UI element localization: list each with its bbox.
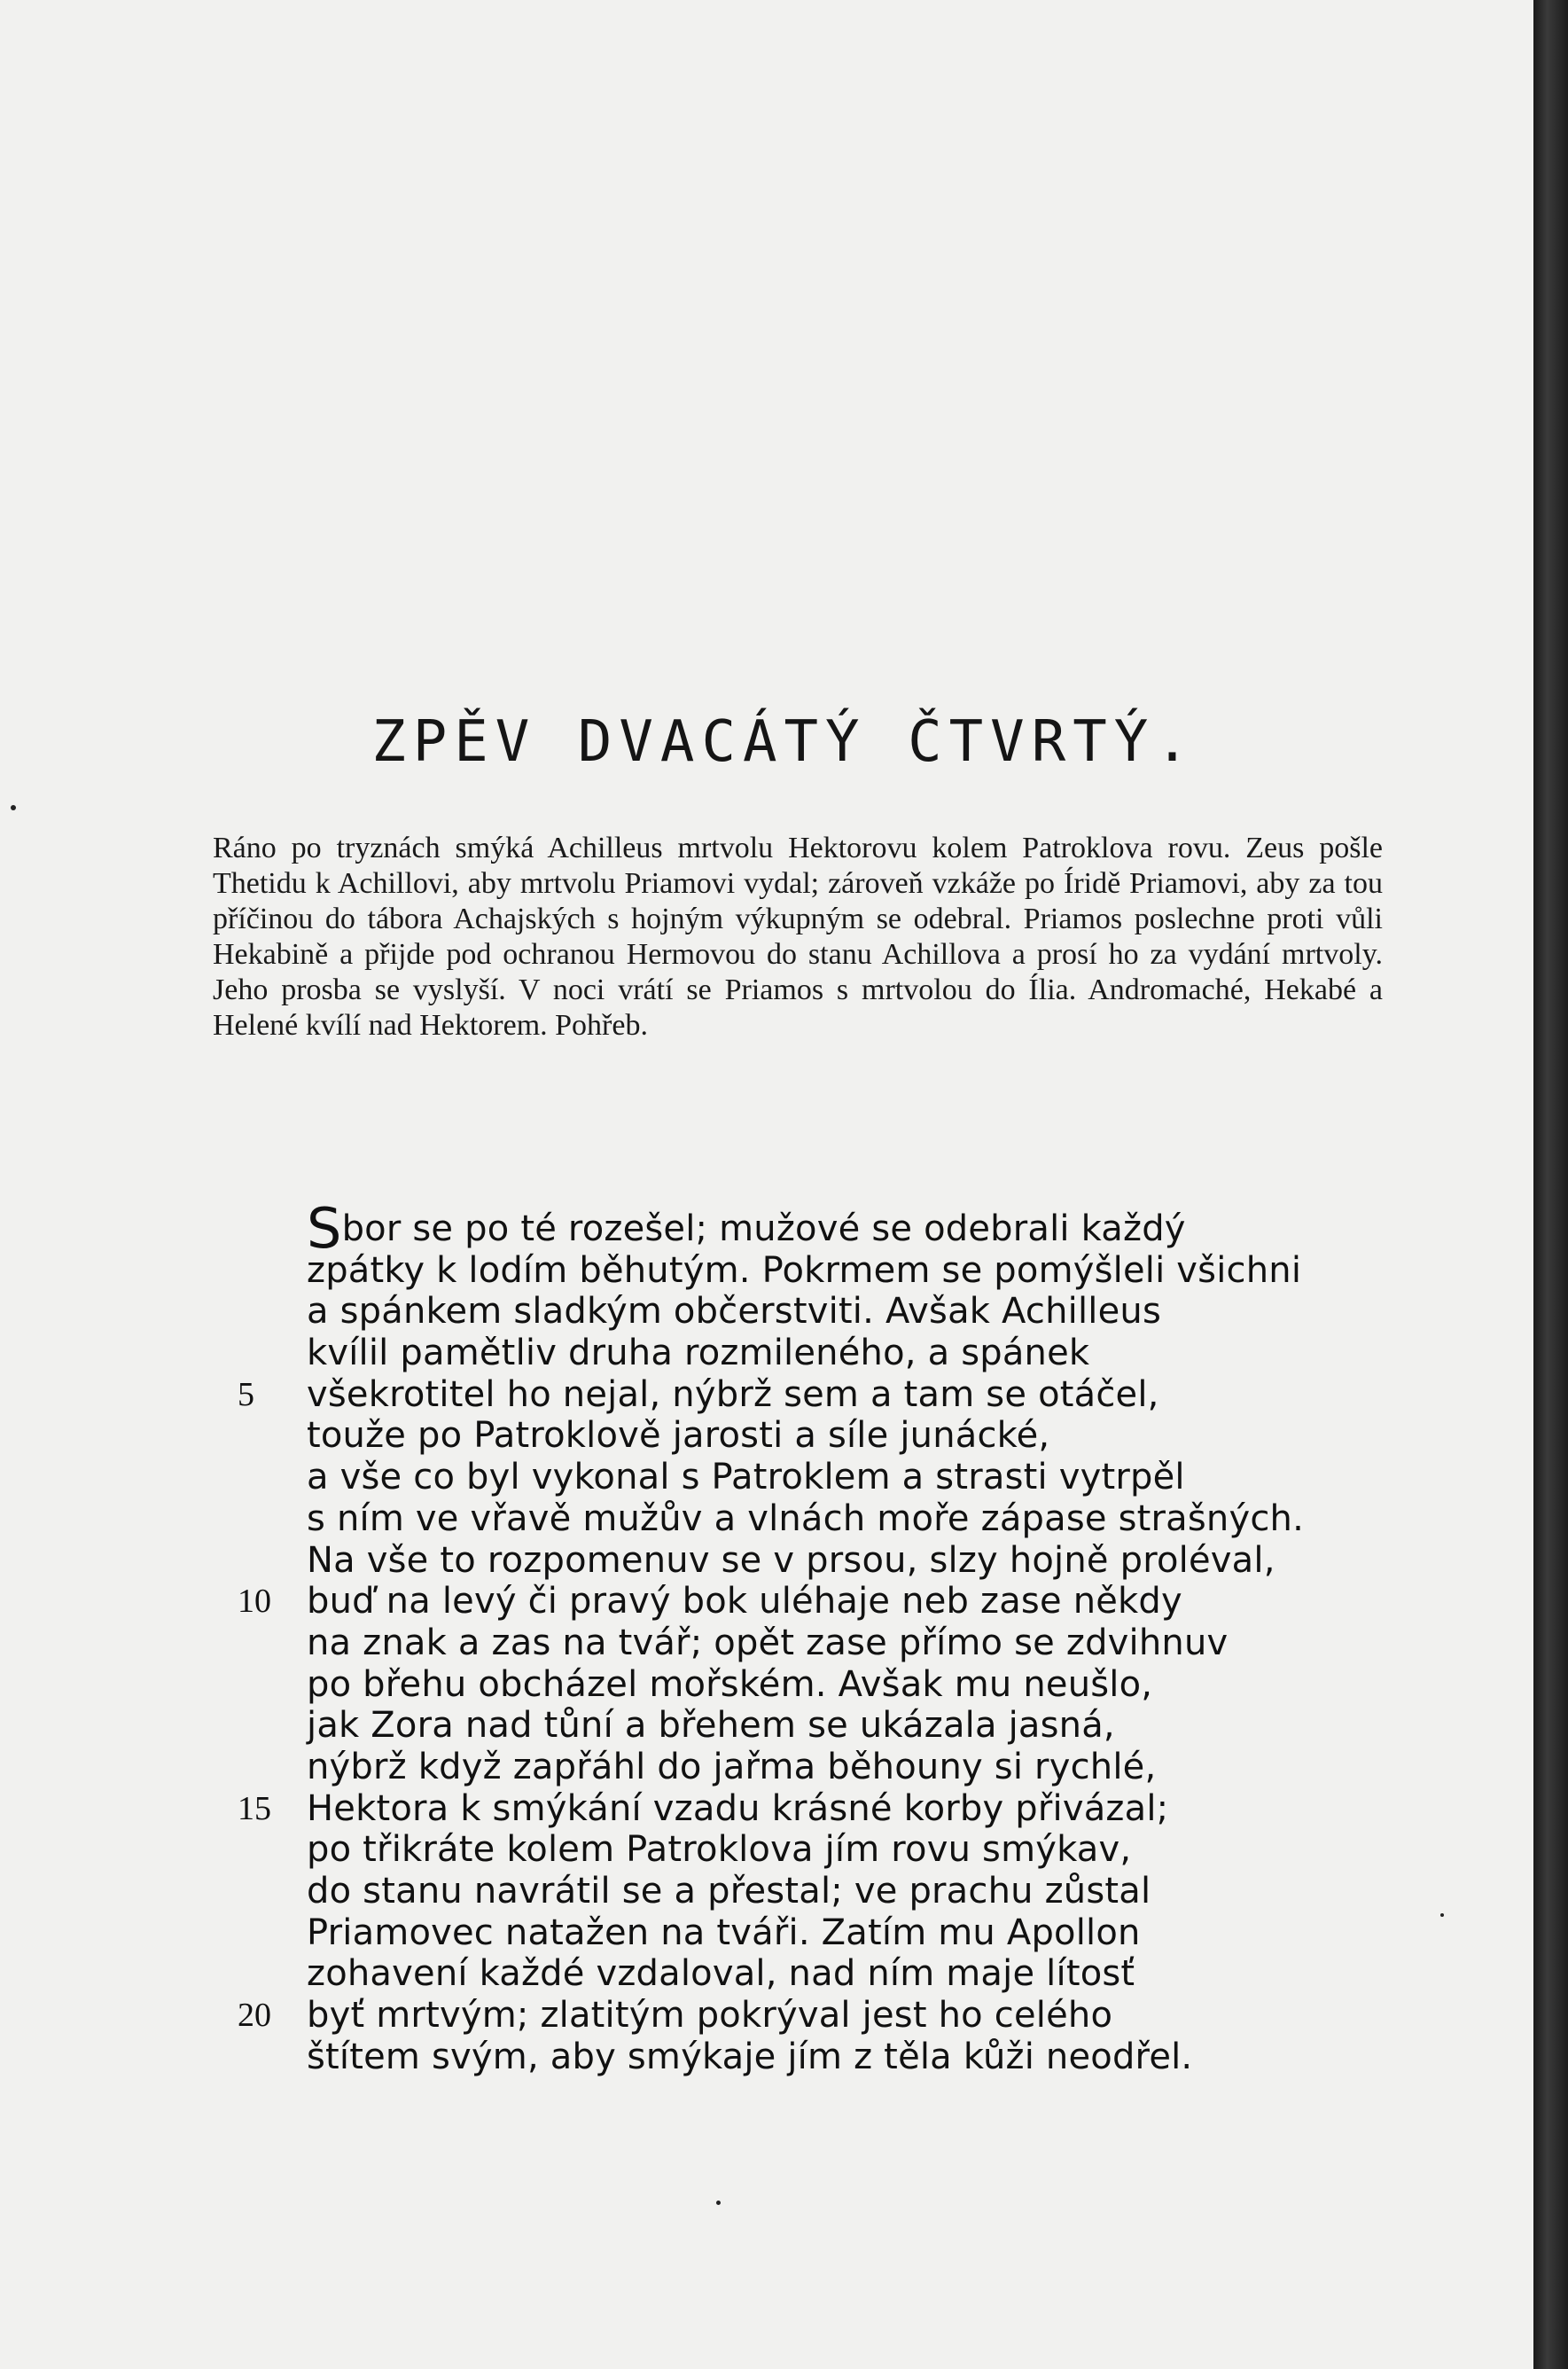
verse-line — [213, 1788, 1418, 1830]
verse-number: 5 — [238, 1375, 254, 1413]
verse-text: Priamovec natažen na tváři. Zatím mu Apollon — [307, 1912, 1141, 1953]
verse-text: buď na levý či pravý bok uléhaje neb zase někdy — [307, 1581, 1182, 1622]
verse-number: 20 — [238, 1997, 271, 2035]
verse-text: a vše co byl vykonal s Patroklem a strasti vytrpěl — [307, 1457, 1185, 1498]
verse-line — [213, 2037, 1418, 2078]
verse-number: 10 — [238, 1583, 271, 1621]
verse-text: do stanu navrátil se a přestal; ve prachu zůstal — [307, 1871, 1151, 1912]
verse-line — [213, 1995, 1418, 2037]
verse-text: Na vše to rozpomenuv se v prsou, slzy hojně proléval, — [307, 1539, 1275, 1581]
verse-text: všekrotitel ho nejal, nýbrž sem a tam se otáčel, — [307, 1373, 1159, 1415]
drop-initial: S — [307, 1196, 342, 1261]
verse-line — [213, 1196, 1418, 1261]
verse-text: bor se po té rozešel; mužové se odebrali každý — [341, 1208, 1186, 1249]
verse-text: byť mrtvým; zlatitým pokrýval jest ho celého — [307, 1995, 1113, 2037]
verse-text: po třikráte kolem Patroklova jím rovu smýkav, — [307, 1829, 1132, 1871]
verse-line — [213, 1664, 1418, 1706]
verse-text: s ním ve vřavě mužův a vlnách moře zápase strašných. — [307, 1497, 1305, 1539]
chapter-title: ZPĚV DVACÁTÝ ČTVRTÝ. — [371, 709, 1197, 775]
verse-line — [213, 1829, 1418, 1871]
verse-line — [213, 1250, 1418, 1292]
verse-text: po břehu obcházel mořském. Avšak mu neušlo, — [307, 1663, 1153, 1705]
verse-text: touže po Patroklově jarosti a síle junácké, — [307, 1415, 1050, 1457]
ink-speck — [716, 2201, 721, 2205]
verse-text: zohavení každé vzdaloval, nad ním maje lítosť — [307, 1953, 1135, 1995]
verse-line — [213, 1374, 1418, 1416]
verse-line — [213, 1705, 1418, 1747]
verse-line — [213, 1291, 1418, 1333]
verse-line — [213, 1622, 1418, 1664]
verse-text: štítem svým, aby smýkaje jím z těla kůži neodřel. — [307, 2036, 1193, 2077]
verse-text: jak Zora nad tůní a břehem se ukázala jasná, — [307, 1705, 1115, 1747]
chapter-summary: Ráno po tryznách smýká Achilleus mrtvolu Hektorovu kolem Patroklova rovu. Zeus pošle Thetidu k Achillovi, aby mrtvolu Priamovi vydal; zároveň vzkáže po Íridě Priamovi, aby za tou příčinou do tábora Achajských s hojným výkupným se odebral. Priamos poslechne proti vůli Hekabině a přijde pod ochranou Hermovou do stanu Achillova a prosí ho za vydání mrtvoly. Jeho prosba se vyslyší. V noci vrátí se Priamos s mrtvolou do Ília. Andromaché, Hekabé a Helené kvílí nad Hektorem. Pohřeb. — [213, 832, 1383, 1042]
verse-line — [213, 1912, 1418, 1954]
verse-text: na znak a zas na tvář; opět zase přímo se zdvihnuv — [307, 1622, 1229, 1663]
ink-speck — [11, 805, 16, 810]
verse-line — [213, 1953, 1418, 1995]
verse-text: nýbrž když zapřáhl do jařma běhouny si rychlé, — [307, 1746, 1157, 1787]
verse-text: Hektora k smýkání vzadu krásné korby přivázal; — [307, 1787, 1169, 1829]
verse-line — [213, 1415, 1418, 1457]
verse-text: zpátky k lodím běhutým. Pokrmem se pomýšleli všichni — [307, 1249, 1302, 1291]
verse-text: a spánkem sladkým občerstviti. Avšak Achilleus — [307, 1291, 1162, 1333]
verse-line — [213, 1540, 1418, 1582]
verse-line — [213, 1871, 1418, 1912]
ink-speck — [1440, 1913, 1444, 1917]
verse-line — [213, 1498, 1418, 1540]
verse-line — [213, 1581, 1418, 1622]
verse-number: 15 — [238, 1789, 271, 1827]
verse-line — [213, 1333, 1418, 1374]
verse-text: kvílil pamětliv druha rozmileného, a spánek — [307, 1333, 1090, 1374]
verse-line — [213, 1747, 1418, 1788]
poem-text — [213, 1196, 1418, 2077]
verse-line — [213, 1457, 1418, 1498]
page-edge-shadow — [1533, 0, 1568, 2369]
